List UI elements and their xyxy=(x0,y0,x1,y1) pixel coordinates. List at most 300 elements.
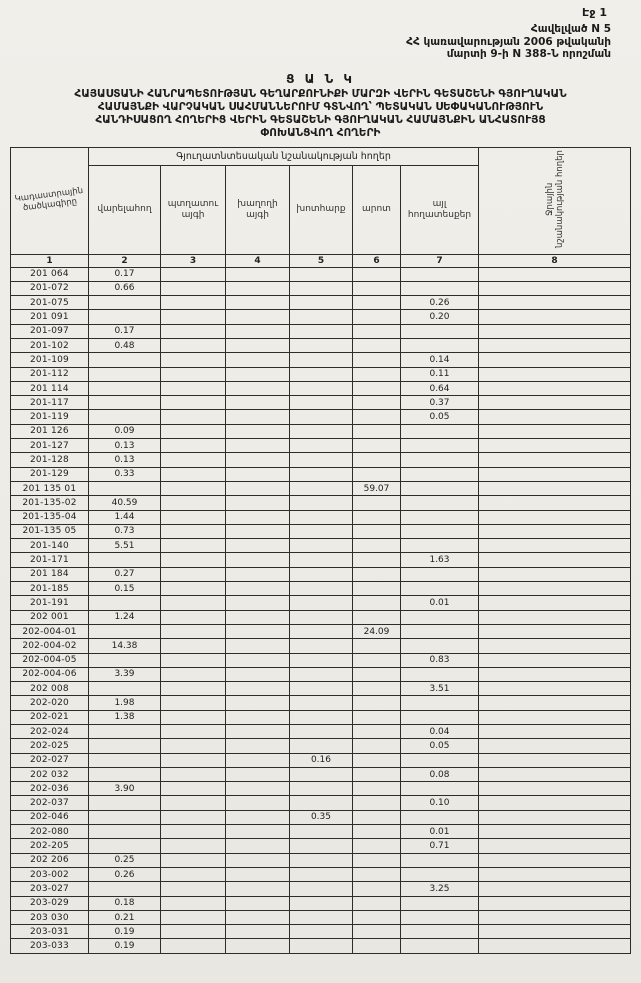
column-number: 4 xyxy=(225,254,289,267)
value-cell xyxy=(289,739,352,753)
value-cell xyxy=(88,367,160,381)
value-cell xyxy=(352,867,400,881)
value-cell: 3.90 xyxy=(88,782,160,796)
value-cell xyxy=(160,553,225,567)
other-designation-header-label: Ջրային նշանակության հողեր xyxy=(544,149,565,248)
value-cell xyxy=(289,496,352,510)
value-cell xyxy=(352,639,400,653)
document-title: Ց Ա Ն Կ xyxy=(286,71,355,86)
value-cell xyxy=(479,925,631,939)
value-cell xyxy=(225,910,289,924)
value-cell: 0.01 xyxy=(400,596,478,610)
value-cell xyxy=(352,696,400,710)
value-cell xyxy=(88,381,160,395)
value-cell: 0.26 xyxy=(88,867,160,881)
value-cell xyxy=(352,753,400,767)
value-cell: 3.25 xyxy=(400,882,478,896)
value-cell xyxy=(479,739,631,753)
value-cell xyxy=(289,667,352,681)
value-cell: 0.27 xyxy=(88,567,160,581)
value-cell: 3.39 xyxy=(88,667,160,681)
value-cell xyxy=(352,839,400,853)
column-number: 6 xyxy=(352,254,400,267)
value-cell xyxy=(225,624,289,638)
value-cell: 0.01 xyxy=(400,825,478,839)
value-cell xyxy=(225,410,289,424)
value-cell xyxy=(160,367,225,381)
cadastral-code-cell: 202-024 xyxy=(10,725,88,739)
value-cell xyxy=(160,696,225,710)
value-cell xyxy=(88,396,160,410)
value-cell xyxy=(479,853,631,867)
table-row xyxy=(10,424,630,438)
value-cell xyxy=(352,496,400,510)
value-cell xyxy=(160,353,225,367)
value-cell xyxy=(479,267,631,281)
value-cell xyxy=(479,524,631,538)
subheader-vineyard: խաղողի այգի xyxy=(225,165,289,254)
cadastral-code-cell: 202-205 xyxy=(10,839,88,853)
table-row xyxy=(10,925,630,939)
value-cell xyxy=(88,624,160,638)
cadastral-code-cell: 203 030 xyxy=(10,910,88,924)
cadastral-code-cell: 201 135 01 xyxy=(10,481,88,495)
value-cell xyxy=(479,310,631,324)
column-number: 3 xyxy=(160,254,225,267)
value-cell xyxy=(289,796,352,810)
value-cell xyxy=(479,639,631,653)
value-cell xyxy=(160,910,225,924)
value-cell xyxy=(479,867,631,881)
column-number: 2 xyxy=(88,254,160,267)
value-cell: 0.25 xyxy=(88,853,160,867)
value-cell xyxy=(225,567,289,581)
table-row xyxy=(10,839,630,853)
value-cell xyxy=(352,925,400,939)
appendix-line: ՀՀ կառավարության 2006 թվականի xyxy=(406,35,611,48)
value-cell xyxy=(160,281,225,295)
value-cell xyxy=(88,753,160,767)
value-cell xyxy=(225,839,289,853)
value-cell xyxy=(400,281,478,295)
cadastral-code-cell: 202 206 xyxy=(10,853,88,867)
value-cell xyxy=(225,653,289,667)
value-cell xyxy=(352,524,400,538)
value-cell xyxy=(160,825,225,839)
value-cell xyxy=(289,867,352,881)
cadastral-code-cell: 202 001 xyxy=(10,610,88,624)
value-cell xyxy=(160,624,225,638)
value-cell: 0.19 xyxy=(88,939,160,953)
value-cell xyxy=(225,524,289,538)
value-cell xyxy=(400,782,478,796)
value-cell xyxy=(289,467,352,481)
value-cell xyxy=(479,396,631,410)
value-cell xyxy=(400,567,478,581)
value-cell xyxy=(160,710,225,724)
value-cell xyxy=(352,782,400,796)
value-cell xyxy=(289,553,352,567)
value-cell xyxy=(352,682,400,696)
table-row xyxy=(10,539,630,553)
value-cell xyxy=(225,725,289,739)
column-number: 7 xyxy=(400,254,478,267)
value-cell: 0.17 xyxy=(88,324,160,338)
value-cell xyxy=(88,796,160,810)
table-row xyxy=(10,281,630,295)
value-cell: 0.15 xyxy=(88,582,160,596)
page-number: Էջ 1 xyxy=(582,6,607,19)
value-cell xyxy=(289,353,352,367)
table-row xyxy=(10,867,630,881)
value-cell: 0.16 xyxy=(289,753,352,767)
table-row xyxy=(10,524,630,538)
table-row xyxy=(10,582,630,596)
table-row xyxy=(10,825,630,839)
value-cell xyxy=(289,281,352,295)
value-cell xyxy=(160,882,225,896)
value-cell xyxy=(225,281,289,295)
value-cell xyxy=(352,825,400,839)
cadastral-code-cell: 201-171 xyxy=(10,553,88,567)
value-cell xyxy=(289,539,352,553)
value-cell xyxy=(479,882,631,896)
value-cell xyxy=(88,481,160,495)
value-cell xyxy=(352,667,400,681)
value-cell xyxy=(479,367,631,381)
value-cell xyxy=(479,296,631,310)
table-row xyxy=(10,710,630,724)
value-cell xyxy=(160,539,225,553)
value-cell xyxy=(479,939,631,953)
cadastral-code-cell: 202-027 xyxy=(10,753,88,767)
value-cell xyxy=(160,582,225,596)
value-cell xyxy=(225,539,289,553)
value-cell xyxy=(160,782,225,796)
value-cell xyxy=(352,725,400,739)
value-cell xyxy=(225,782,289,796)
cadastral-code-cell: 201-135 05 xyxy=(10,524,88,538)
appendix-line: Հավելված N 5 xyxy=(530,23,611,35)
cadastral-code-cell: 202-004-02 xyxy=(10,639,88,653)
table-row xyxy=(10,782,630,796)
value-cell xyxy=(88,410,160,424)
value-cell xyxy=(225,481,289,495)
value-cell xyxy=(400,510,478,524)
value-cell xyxy=(88,725,160,739)
value-cell: 0.05 xyxy=(400,739,478,753)
value-cell xyxy=(88,310,160,324)
table-row xyxy=(10,481,630,495)
value-cell xyxy=(479,353,631,367)
value-cell xyxy=(289,782,352,796)
value-cell xyxy=(479,424,631,438)
value-cell xyxy=(88,739,160,753)
value-cell: 0.04 xyxy=(400,725,478,739)
value-cell xyxy=(479,725,631,739)
table-row xyxy=(10,939,630,953)
value-cell xyxy=(400,939,478,953)
table-row xyxy=(10,896,630,910)
value-cell xyxy=(352,338,400,352)
value-cell xyxy=(289,925,352,939)
value-cell xyxy=(479,553,631,567)
cadastral-code-cell: 202-037 xyxy=(10,796,88,810)
value-cell xyxy=(289,882,352,896)
value-cell xyxy=(400,453,478,467)
table-row xyxy=(10,567,630,581)
table-row xyxy=(10,596,630,610)
value-cell xyxy=(225,696,289,710)
value-cell xyxy=(88,353,160,367)
value-cell xyxy=(479,782,631,796)
cadastral-code-cell: 202-020 xyxy=(10,696,88,710)
value-cell xyxy=(225,267,289,281)
value-cell xyxy=(225,825,289,839)
value-cell xyxy=(352,710,400,724)
value-cell xyxy=(400,853,478,867)
value-cell xyxy=(352,467,400,481)
subtitle-line: ՀԱՄԱՅՆՔԻ ՎԱՐՉԱԿԱՆ ՍԱՀՄԱՆՆԵՐՈՒՄ ԳՏՆՎՈՂ՝ ՊԵՏԱԿԱՆ ՍԵՓԱԿԱՆՈՒԹՅՈՒՆ xyxy=(97,100,544,113)
table-row xyxy=(10,753,630,767)
cadastral-code-cell: 201-127 xyxy=(10,439,88,453)
value-cell xyxy=(225,453,289,467)
value-cell xyxy=(479,767,631,781)
value-cell xyxy=(289,510,352,524)
value-cell xyxy=(400,896,478,910)
cadastral-code-cell: 202-080 xyxy=(10,825,88,839)
value-cell xyxy=(479,496,631,510)
value-cell xyxy=(88,653,160,667)
value-cell xyxy=(400,910,478,924)
value-cell xyxy=(160,524,225,538)
table-row xyxy=(10,410,630,424)
value-cell xyxy=(400,925,478,939)
value-cell xyxy=(225,381,289,395)
value-cell xyxy=(225,810,289,824)
value-cell xyxy=(479,539,631,553)
value-cell xyxy=(160,510,225,524)
value-cell: 0.21 xyxy=(88,910,160,924)
subheader-pasture: արոտ xyxy=(352,165,400,254)
value-cell xyxy=(289,338,352,352)
appendix-block xyxy=(0,0,641,61)
table-row xyxy=(10,396,630,410)
value-cell xyxy=(289,839,352,853)
cadastral-code-cell: 201-191 xyxy=(10,596,88,610)
value-cell xyxy=(225,639,289,653)
value-cell xyxy=(352,396,400,410)
value-cell xyxy=(400,524,478,538)
value-cell: 0.71 xyxy=(400,839,478,853)
table-row xyxy=(10,338,630,352)
appendix-line: մարտի 9-ի N 388-Ն որոշման xyxy=(446,48,611,60)
value-cell xyxy=(479,910,631,924)
value-cell xyxy=(225,439,289,453)
value-cell xyxy=(225,310,289,324)
value-cell xyxy=(289,610,352,624)
cadastral-code-cell: 201-135-04 xyxy=(10,510,88,524)
value-cell xyxy=(352,410,400,424)
table-row xyxy=(10,639,630,653)
cadastral-code-cell: 202-021 xyxy=(10,710,88,724)
value-cell: 0.08 xyxy=(400,767,478,781)
value-cell xyxy=(160,867,225,881)
value-cell xyxy=(160,267,225,281)
value-cell xyxy=(289,710,352,724)
table-row xyxy=(10,667,630,681)
value-cell xyxy=(400,539,478,553)
value-cell xyxy=(400,324,478,338)
value-cell xyxy=(289,767,352,781)
value-cell xyxy=(400,267,478,281)
cadastral-code-cell: 201 091 xyxy=(10,310,88,324)
value-cell xyxy=(400,496,478,510)
value-cell: 24.09 xyxy=(352,624,400,638)
subtitle-line: ՓՈԽԱՆՑՎՈՂ ՀՈՂԵՐԻ xyxy=(260,126,381,139)
cadastral-code-cell: 201-135-02 xyxy=(10,496,88,510)
value-cell xyxy=(160,739,225,753)
value-cell xyxy=(479,810,631,824)
value-cell xyxy=(400,338,478,352)
cadastral-code-cell: 201-140 xyxy=(10,539,88,553)
table-row xyxy=(10,725,630,739)
table-row xyxy=(10,267,630,281)
cadastral-code-cell: 203-031 xyxy=(10,925,88,939)
header-row-group xyxy=(10,147,630,165)
value-cell xyxy=(352,381,400,395)
value-cell: 0.20 xyxy=(400,310,478,324)
value-cell xyxy=(225,867,289,881)
value-cell: 1.44 xyxy=(88,510,160,524)
subheader-orchard: պտղատու այգի xyxy=(160,165,225,254)
value-cell xyxy=(88,825,160,839)
table-row xyxy=(10,624,630,638)
value-cell: 0.09 xyxy=(88,424,160,438)
value-cell xyxy=(479,381,631,395)
table-row xyxy=(10,296,630,310)
value-cell xyxy=(160,753,225,767)
subheader-hayfield: խոտհարք xyxy=(289,165,352,254)
value-cell xyxy=(225,338,289,352)
value-cell xyxy=(160,296,225,310)
value-cell xyxy=(225,767,289,781)
value-cell xyxy=(352,324,400,338)
other-designation-header xyxy=(479,147,631,254)
value-cell xyxy=(160,596,225,610)
value-cell: 0.13 xyxy=(88,453,160,467)
value-cell xyxy=(88,810,160,824)
cadastral-code-cell: 201-075 xyxy=(10,296,88,310)
cadastral-code-cell: 203-027 xyxy=(10,882,88,896)
value-cell xyxy=(160,496,225,510)
value-cell: 0.13 xyxy=(88,439,160,453)
table-row xyxy=(10,653,630,667)
value-cell: 0.05 xyxy=(400,410,478,424)
value-cell: 40.59 xyxy=(88,496,160,510)
value-cell xyxy=(160,939,225,953)
value-cell xyxy=(479,467,631,481)
value-cell xyxy=(225,467,289,481)
value-cell xyxy=(160,767,225,781)
value-cell: 0.26 xyxy=(400,296,478,310)
table-body xyxy=(10,267,630,953)
value-cell xyxy=(400,753,478,767)
land-parcels-table xyxy=(10,147,631,954)
cadastral-code-cell: 202-025 xyxy=(10,739,88,753)
value-cell xyxy=(88,839,160,853)
value-cell xyxy=(289,324,352,338)
value-cell xyxy=(479,281,631,295)
value-cell xyxy=(352,653,400,667)
value-cell xyxy=(479,796,631,810)
table-row xyxy=(10,510,630,524)
value-cell: 0.37 xyxy=(400,396,478,410)
value-cell xyxy=(225,582,289,596)
cadastral-code-cell: 203-002 xyxy=(10,867,88,881)
value-cell xyxy=(225,896,289,910)
value-cell xyxy=(225,710,289,724)
value-cell xyxy=(289,853,352,867)
value-cell xyxy=(160,381,225,395)
value-cell xyxy=(289,310,352,324)
value-cell xyxy=(289,524,352,538)
value-cell xyxy=(289,367,352,381)
cadastral-code-cell: 202-004-01 xyxy=(10,624,88,638)
value-cell xyxy=(479,710,631,724)
table-row xyxy=(10,496,630,510)
value-cell xyxy=(160,639,225,653)
value-cell xyxy=(225,882,289,896)
value-cell xyxy=(289,624,352,638)
value-cell: 0.64 xyxy=(400,381,478,395)
cadastral-code-cell: 201-102 xyxy=(10,338,88,352)
value-cell: 0.33 xyxy=(88,467,160,481)
value-cell xyxy=(225,353,289,367)
subtitle-line: ՀԱՅԱՍՏԱՆԻ ՀԱՆՐԱՊԵՏՈՒԹՅԱՆ ԳԵՂԱՐՔՈՒՆԻՔԻ ՄԱՐԶԻ ՎԵՐԻՆ ԳԵՏԱՇԵՆԻ ԳՅՈՒՂԱԿԱՆ xyxy=(74,87,567,100)
value-cell xyxy=(88,682,160,696)
value-cell xyxy=(160,424,225,438)
cadastral-code-cell: 202-004-06 xyxy=(10,667,88,681)
cadastral-code-cell: 203-033 xyxy=(10,939,88,953)
value-cell xyxy=(352,567,400,581)
value-cell xyxy=(352,810,400,824)
value-cell xyxy=(352,453,400,467)
value-cell xyxy=(352,539,400,553)
value-cell xyxy=(289,725,352,739)
value-cell xyxy=(479,338,631,352)
value-cell xyxy=(352,353,400,367)
value-cell xyxy=(400,481,478,495)
value-cell xyxy=(289,682,352,696)
value-cell xyxy=(479,439,631,453)
table-row xyxy=(10,682,630,696)
value-cell xyxy=(88,296,160,310)
cadastral-code-cell: 201 184 xyxy=(10,567,88,581)
value-cell xyxy=(225,610,289,624)
value-cell xyxy=(352,767,400,781)
value-cell xyxy=(479,324,631,338)
subheader-other-land-types: այլ հողատեսքեր xyxy=(400,165,478,254)
cadastral-code-cell: 201-072 xyxy=(10,281,88,295)
subheader-arable: վարելահող xyxy=(88,165,160,254)
column-numbers-row xyxy=(10,254,630,267)
value-cell xyxy=(479,610,631,624)
cadastral-code-cell: 202-036 xyxy=(10,782,88,796)
table-row xyxy=(10,810,630,824)
value-cell: 0.18 xyxy=(88,896,160,910)
value-cell xyxy=(479,410,631,424)
